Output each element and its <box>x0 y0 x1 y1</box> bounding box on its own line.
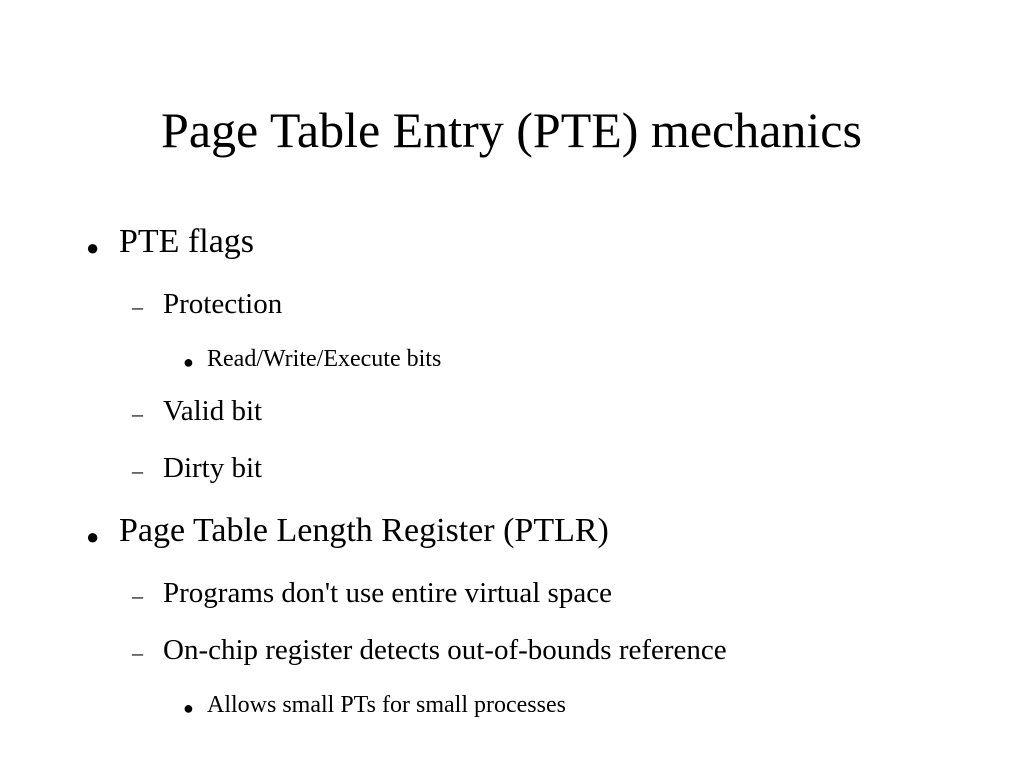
sub-sub-item-text: Allows small PTs for small processes <box>207 692 566 718</box>
slide-title: Page Table Entry (PTE) mechanics <box>161 102 862 158</box>
dash-icon: – <box>132 401 143 426</box>
dash-icon: – <box>132 458 143 483</box>
dash-icon: – <box>132 583 143 608</box>
bullet-icon: ● <box>183 698 194 718</box>
bullet-icon: ● <box>86 235 100 260</box>
bullet-text: PTE flags <box>119 223 255 260</box>
sub-item-text: On-chip register detects out-of-bounds reference <box>163 634 727 666</box>
bullet-icon: ● <box>86 524 100 549</box>
sub-item-text: Valid bit <box>163 395 263 427</box>
sub-item-text: Dirty bit <box>163 452 263 484</box>
sub-item-text: Programs don't use entire virtual space <box>163 577 612 609</box>
dash-icon: – <box>132 640 143 665</box>
sub-sub-item-text: Read/Write/Execute bits <box>207 346 442 372</box>
bullet-text: Page Table Length Register (PTLR) <box>119 512 609 549</box>
sub-item-text: Protection <box>163 288 283 320</box>
bullet-icon: ● <box>183 352 194 372</box>
dash-icon: – <box>132 294 143 319</box>
